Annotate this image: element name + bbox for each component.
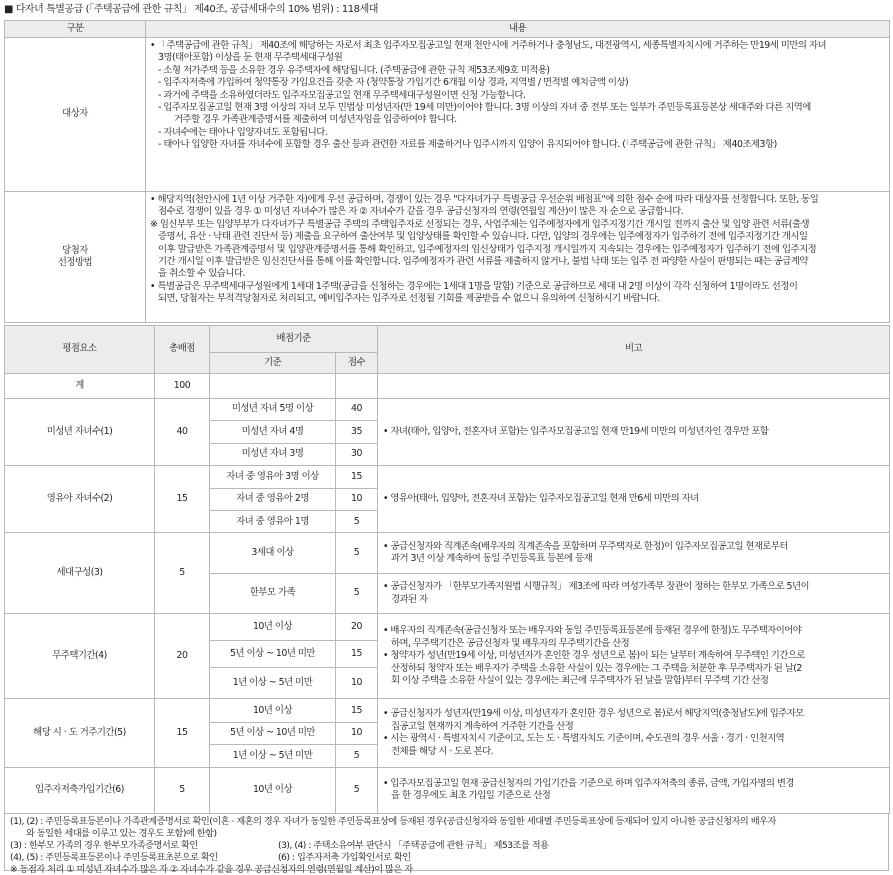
remark-line: 경과된 자 (391, 593, 428, 605)
content-line: 3명(태아포함) 이상을 둔 현재 무주택세대구성원 (158, 52, 343, 64)
empty-cell (336, 374, 378, 399)
criteria-basis: 자녀 중 영유아 1명 (210, 511, 336, 533)
header-total: 총배점 (155, 326, 210, 374)
remark-line: 집공고일 현재까지 계속하여 거주한 기간을 산정 (391, 720, 574, 732)
content-line: 점수로 경쟁이 있을 경우 ① 미성년 자녀수가 많은 자 ② 자녀수가 같을 경우 공급신청자의 연령(연월일 계산)이 많은 자 순으로 공급합니다. (158, 206, 684, 218)
eligible-content (146, 38, 890, 192)
content-line: 증명서, 유산 · 낙태 관련 진단서 등) 제출을 요구하여 출산여부 및 입양상태를 확인할 수 있습니다. 다만, 입양의 경우에는 입주예정자가 입주하기 전에 입주지정기간 개시일 (158, 231, 808, 243)
content-line: - 입주자모집공고일 현재 3명 이상의 자녀 모두 민법상 미성년자(만 19세 미만)이어야 합니다. 3명 이상의 자녀 중 전부 또는 일부가 주민등록표등본상 세대주와 다른 지역에 (158, 102, 811, 114)
criteria-basis: 자녀 중 영유아 2명 (210, 488, 336, 510)
remark-line: 을 한 경우에도 최초 가입일 기준으로 산정 (391, 790, 551, 802)
selection-content (146, 192, 890, 323)
header-factor: 평점요소 (5, 326, 155, 374)
content-line: - 과거에 주택을 소유하였더라도 입주자모집공고일 현재 무주택세대구성원이면 신청 가능합니다. (158, 89, 526, 101)
factor-label: 미성년 자녀수(1) (5, 398, 155, 465)
criteria-basis: 3세대 이상 (210, 533, 336, 573)
factor-total: 40 (155, 398, 210, 465)
factor-remark (378, 699, 890, 767)
row-label-selection (5, 192, 146, 323)
sum-total: 100 (155, 374, 210, 399)
factor-total: 15 (155, 466, 210, 533)
header-remark: 비고 (378, 326, 890, 374)
factor-total: 15 (155, 699, 210, 767)
criteria-score: 10 (336, 668, 378, 699)
footnote-line: (6) : 입주자저축 가입확인서로 확인 (278, 851, 411, 863)
factor-label: 영유아 자녀수(2) (5, 466, 155, 533)
content-line: - 자녀수에는 태아나 입양자녀도 포함됩니다. (158, 126, 328, 138)
criteria-score: 35 (336, 421, 378, 443)
footnote-pair (10, 840, 883, 852)
remark-line: 하며, 무주택기간은 공급신청자 및 배우자의 무주택기간을 산정 (391, 637, 630, 649)
remark-line: 전체를 해당 시 · 도로 본다. (391, 745, 494, 757)
criteria-basis: 10년 이상 (210, 699, 336, 723)
criteria-basis: 미성년 자녀 5명 이상 (210, 398, 336, 420)
footnote-line: (3), (4) : 주택소유여부 판단시 「주택공급에 관한 규칙」 제53조를 적용 (278, 839, 549, 851)
header-criteria: 배점기준 (210, 326, 378, 353)
factor-label: 해당 시 · 도 거주기간(5) (5, 699, 155, 767)
factor-remark (378, 533, 890, 573)
content-line: - 입주자저축에 가입하여 청약통장 가입요건을 갖춘 자 (청약통장 가입기간 6개월 이상 경과, 지역별 / 면적별 예치금액 이상) (158, 77, 629, 89)
criteria-score: 5 (336, 767, 378, 813)
content-line: ※ 임신부부 또는 입양부부가 다자녀가구 특별공급 주택의 주택입주자로 선정되는 경우, 사업주체는 입주예정자에게 입주지정기간 개시일 전까지 출산 및 입양 관련 서류(출생 (150, 218, 810, 230)
content-line: 을 취소할 수 있습니다. (158, 268, 245, 280)
remark-line: • 공급신청자가 「한부모가족지원법 시행규칙」 제3조에 따라 여성가족부 장관이 정하는 한부모 가족으로 5년이 (383, 581, 809, 593)
sum-label: 계 (5, 374, 155, 399)
criteria-basis: 1년 이상 ~ 5년 미만 (210, 745, 336, 767)
factor-label: 세대구성(3) (5, 533, 155, 614)
criteria-score: 40 (336, 398, 378, 420)
criteria-score: 15 (336, 466, 378, 488)
criteria-score: 5 (336, 533, 378, 573)
content-line: - 소형 저가주택 등을 소유한 경우 유주택자에 해당됩니다. (주택공급에 관한 규칙 제53조제9호 미적용) (158, 64, 550, 76)
remark-line: • 청약자가 성년(만19세 이상, 미성년자가 혼인한 경우 성년으로 봄)이 되는 날부터 계속하여 무주택인 기간으로 (383, 650, 805, 662)
factor-remark (378, 573, 890, 613)
content-line: • 해당지역(천안시에 1년 이상 거주한 자)에게 우선 공급하며, 경쟁이 있는 경우 "다자녀가구 특별공급 우선순위 배점표"에 의한 점수 순에 따라 대상자를 선정합니다. 또한, 동일 (150, 194, 819, 205)
content-line: • 「주택공급에 관한 규칙」 제40조에 해당하는 자로서 최초 입주자모집공고일 현재 천안시에 거주하거나 충청남도, 대전광역시, 세종특별자치시에 거주하는 만19세 미만의 자녀 (150, 40, 827, 51)
remark-line: • 자녀(태아, 입양아, 전혼자녀 포함)는 입주자모집공고일 현재 만19세 미만의 미성년자인 경우만 포함 (383, 425, 769, 437)
criteria-basis: 5년 이상 ~ 10년 미만 (210, 641, 336, 668)
footnote-line: ※ 동점자 처리 ① 미성년 자녀수가 많은 자 ② 자녀수가 같을 경우 공급신청자의 연령(연월일 계산)이 많은 자 (10, 863, 413, 875)
footnotes (4, 814, 889, 875)
content-line: 기간 개시일 이후 발급받은 임신진단서를 통해 이를 확인합니다. 입주예정자가 관련 서류를 제출하지 않거나, 불법 낙태 또는 입주 전 파양한 사실이 판명되는 때는 공급계약 (158, 256, 808, 268)
footnote-pair (10, 852, 883, 864)
remark-line: • 공급신청자와 직계존속(배우자의 직계존속을 포함하며 무주택자로 한정)이 입주자모집공고일 현재로부터 (383, 540, 788, 552)
eligibility-table (4, 20, 890, 323)
factor-remark (378, 767, 890, 813)
factor-total: 5 (155, 533, 210, 614)
remark-line: • 시는 광역시 · 특별자치시 기준이고, 도는 도 · 특별자치도 기준이며, 수도권의 경우 서울 · 경기 · 인천지역 (383, 733, 785, 745)
criteria-score: 15 (336, 641, 378, 668)
factor-remark (378, 398, 890, 465)
factor-remark (378, 466, 890, 533)
factor-label: 입주자저축가입기간(6) (5, 767, 155, 813)
content-line: • 특별공급은 무주택세대구성원에게 1세대 1주택(공급을 신청하는 경우에는 1세대 1명을 말함) 기준으로 공급하므로 세대 내 2명 이상이 각각 신청하여 1명이라도 선정이 (150, 280, 798, 292)
criteria-score: 5 (336, 745, 378, 767)
criteria-score: 30 (336, 443, 378, 465)
remark-line: 과거 3년 이상 계속하여 동일 주민등록표 등본에 등재 (391, 553, 593, 565)
content-line: - 태아나 입양한 자녀를 자녀수에 포함할 경우 출산 등과 관련한 자료를 제출하거나 입주시까지 입양이 유지되어야 합니다. (「주택공급에 관한 규칙」 제40조제3항) (158, 139, 777, 151)
criteria-score: 10 (336, 488, 378, 510)
section-title: ■ 다자녀 특별공급 (「주택공급에 관한 규칙」 제40조, 공급세대수의 10% 범위) : 118세대 (4, 4, 378, 15)
selection-label-line: 당첨자 (62, 244, 88, 256)
content-line: 거주할 경우 가족관계증명서를 제출하여 미성년자임을 입증하여야 합니다. (174, 114, 457, 126)
factor-total: 5 (155, 767, 210, 813)
factor-remark (378, 614, 890, 699)
criteria-basis: 5년 이상 ~ 10년 미만 (210, 722, 336, 744)
criteria-basis: 미성년 자녀 3명 (210, 443, 336, 465)
content-line: 되면, 당첨자는 부적격당첨자로 처리되고, 예비입주자는 입주자로 선정될 기회를 제공받을 수 없으니 유의하여 신청하시기 바랍니다. (158, 293, 660, 305)
header-content: 내용 (146, 21, 890, 38)
criteria-score: 20 (336, 614, 378, 641)
criteria-score: 10 (336, 722, 378, 744)
header-score: 점수 (336, 352, 378, 373)
remark-line: • 배우자의 직계존속(공급신청자 또는 배우자와 동일 주민등록표등본에 등재된 경우에 한정)도 무주택자이어야 (383, 625, 802, 637)
criteria-basis: 1년 이상 ~ 5년 미만 (210, 668, 336, 699)
remark-line: 산정하되 청약자 또는 배우자가 주택을 소유한 사실이 있는 경우에는 그 주택을 처분한 후 무주택자가 된 날(2 (391, 662, 802, 674)
criteria-basis: 자녀 중 영유아 3명 이상 (210, 466, 336, 488)
header-category: 구분 (5, 21, 146, 38)
footnote-line: (4), (5) : 주민등록표등본이나 주민등록표초본으로 확인 (10, 851, 218, 863)
factor-total: 20 (155, 614, 210, 699)
factor-label: 무주택기간(4) (5, 614, 155, 699)
row-label-eligible: 대상자 (5, 38, 146, 192)
empty-cell (378, 374, 890, 399)
criteria-score: 5 (336, 573, 378, 613)
remark-line: 회 이상 주택을 소유한 사실이 있는 경우에는 최근에 무주택자가 된 날을 말함)부터 무주택 기간 산정 (391, 674, 769, 686)
footnote-line: 와 동일한 세대를 이루고 있는 경우도 포함)에 한함) (26, 827, 217, 839)
remark-line: • 영유아(태아, 입양아, 전혼자녀 포함)는 입주자모집공고일 현재 만6세 미만의 자녀 (383, 493, 699, 505)
selection-label-line: 선정방법 (57, 257, 93, 268)
criteria-basis: 한부모 가족 (210, 573, 336, 613)
content-line: 이후 발급받은 가족관계증명서 및 입양관계증명서를 통해 확인하고, 입주예정자의 임신상태가 입주지정 개시일까지 지속되는 경우에는 입주예정자가 입주하기 전에 입주지정 (158, 243, 817, 255)
criteria-basis: 미성년 자녀 4명 (210, 421, 336, 443)
remark-line: • 공급신청자가 성년자(만19세 이상, 미성년자가 혼인한 경우 성년으로 봄)로서 해당지역(충청남도)에 입주자모 (383, 708, 804, 720)
footnote-line: (1), (2) : 주민등록표등본이나 가족관계증명서로 확인(이혼 · 재혼의 경우 자녀가 동일한 주민등록표상에 등재된 경우(공급신청자와 동일한 세대별 주민등록표상에 등재되어 있지 아니한 공급신청자의 배우자 (10, 816, 776, 827)
header-basis: 기준 (210, 352, 336, 373)
footnote-line: (3) : 한부모 가족의 경우 한부모가족증명서로 확인 (10, 839, 198, 851)
criteria-score: 5 (336, 511, 378, 533)
criteria-score: 15 (336, 699, 378, 723)
criteria-basis: 10년 이상 (210, 767, 336, 813)
empty-cell (210, 374, 336, 399)
remark-line: • 입주자모집공고일 현재 공급신청자의 가입기간을 기준으로 하며 입주자저축의 종류, 금액, 가입자명의 변경 (383, 778, 794, 789)
criteria-basis: 10년 이상 (210, 614, 336, 641)
scoring-table (4, 325, 890, 814)
